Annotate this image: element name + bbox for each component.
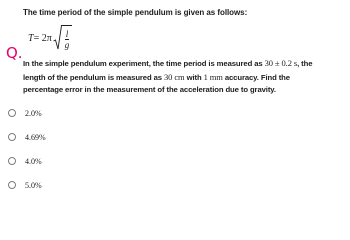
answer-option-2[interactable] xyxy=(8,130,46,144)
answer-option-1[interactable] xyxy=(8,106,42,120)
radicand xyxy=(62,25,73,51)
question-marker: Q. xyxy=(6,44,23,62)
answer-option-4[interactable] xyxy=(8,178,42,192)
question-line-1: In the simple pendulum experiment, the time period is measured as 30 ± 0.2 s, the xyxy=(23,58,313,68)
time-period-value: 30 ± 0.2 s xyxy=(264,58,298,68)
formula-fraction xyxy=(64,29,71,50)
question-line-2: length of the pendulum is measured as 30 cm with 1 mm accuracy. Find the xyxy=(23,71,290,82)
length-value: 30 cm xyxy=(164,71,185,82)
formula-equals: = 2 xyxy=(33,32,47,44)
option-label: 5.0% xyxy=(25,180,42,190)
option-label: 2.0% xyxy=(25,108,42,118)
radical-sign-icon xyxy=(53,25,62,51)
pendulum-formula xyxy=(28,24,72,52)
option-label: 4.0% xyxy=(25,156,42,166)
fraction-numerator: l xyxy=(65,28,69,39)
radio-button[interactable] xyxy=(8,109,16,117)
question-intro: The time period of the simple pendulum is given as follows: xyxy=(23,8,248,17)
radio-button[interactable] xyxy=(8,181,16,189)
formula-pi: π xyxy=(46,32,52,44)
question-line-3: percentage error in the measurement of the acceleration due to gravity. xyxy=(23,85,276,94)
radio-button[interactable] xyxy=(8,133,16,141)
option-label: 4.69% xyxy=(25,132,46,142)
formula-sqrt xyxy=(53,25,73,51)
answer-option-3[interactable] xyxy=(8,154,42,168)
question-body xyxy=(23,57,345,97)
formula-lhs: T xyxy=(28,32,34,44)
accuracy-value: 1 mm xyxy=(203,71,223,82)
radio-button[interactable] xyxy=(8,157,16,165)
fraction-denominator: g xyxy=(64,39,70,50)
